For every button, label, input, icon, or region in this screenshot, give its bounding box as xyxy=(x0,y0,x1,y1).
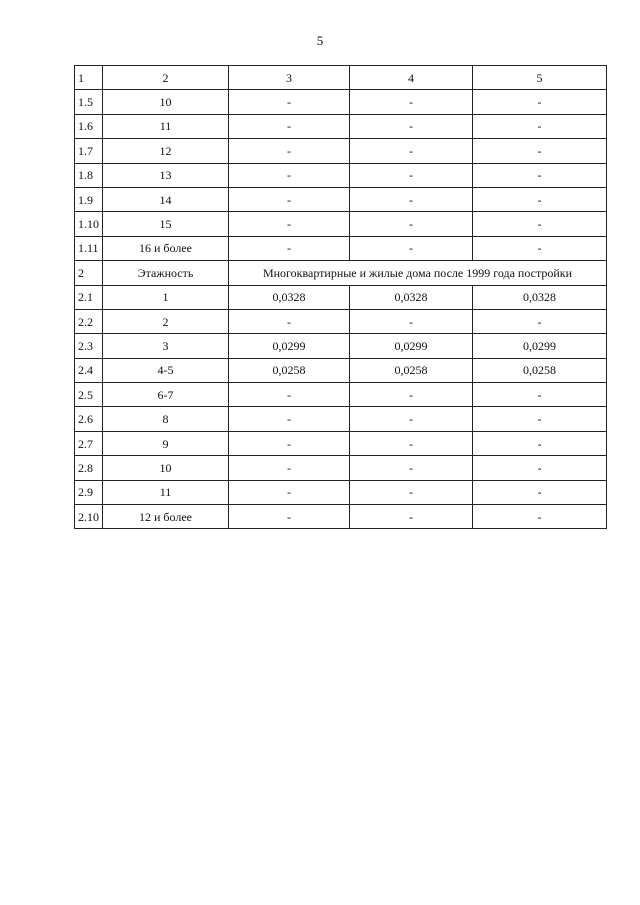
table-cell: - xyxy=(473,236,607,260)
table-cell: - xyxy=(473,139,607,163)
table-cell: - xyxy=(350,163,473,187)
table-row xyxy=(75,285,607,309)
table-cell: - xyxy=(473,212,607,236)
table-cell: - xyxy=(473,309,607,333)
column-number-4: 4 xyxy=(350,66,473,90)
table-cell: 15 xyxy=(103,212,229,236)
table-cell: 0,0258 xyxy=(229,358,350,382)
table-cell: - xyxy=(229,212,350,236)
table-row xyxy=(75,383,607,407)
table-cell: - xyxy=(350,139,473,163)
table-cell: - xyxy=(473,480,607,504)
table-cell: - xyxy=(229,505,350,529)
table-cell: - xyxy=(350,505,473,529)
table-cell: 8 xyxy=(103,407,229,431)
table-cell: 6-7 xyxy=(103,383,229,407)
row-number-cell: 1.8 xyxy=(75,163,103,187)
table-cell: 0,0299 xyxy=(350,334,473,358)
table-cell: 1 xyxy=(103,285,229,309)
table-row xyxy=(75,114,607,138)
table-cell: - xyxy=(473,114,607,138)
table-row xyxy=(75,334,607,358)
table-cell: - xyxy=(473,407,607,431)
table-cell: 0,0299 xyxy=(229,334,350,358)
table-cell: 0,0328 xyxy=(473,285,607,309)
table-cell: - xyxy=(229,139,350,163)
table-cell: - xyxy=(350,480,473,504)
table-row xyxy=(75,358,607,382)
table-cell: 3 xyxy=(103,334,229,358)
table-cell: - xyxy=(350,456,473,480)
table-cell: - xyxy=(350,431,473,455)
section-2-header-row xyxy=(75,261,607,285)
row-number-cell: 1.10 xyxy=(75,212,103,236)
table-cell: 9 xyxy=(103,431,229,455)
table-row xyxy=(75,236,607,260)
table-cell: 14 xyxy=(103,187,229,211)
row-number-cell: 2.8 xyxy=(75,456,103,480)
table-cell: - xyxy=(350,187,473,211)
row-number-cell: 1.6 xyxy=(75,114,103,138)
table-cell: 11 xyxy=(103,480,229,504)
row-number-cell: 2.1 xyxy=(75,285,103,309)
table-cell: 10 xyxy=(103,456,229,480)
table-cell: - xyxy=(350,383,473,407)
row-number-cell: 2.7 xyxy=(75,431,103,455)
column-number-5: 5 xyxy=(473,66,607,90)
table-cell: - xyxy=(350,309,473,333)
table-cell: - xyxy=(229,309,350,333)
table-cell: - xyxy=(229,456,350,480)
column-number-3: 3 xyxy=(229,66,350,90)
table-row xyxy=(75,505,607,529)
section-label: Этажность xyxy=(103,261,229,285)
table-cell: 12 и более xyxy=(103,505,229,529)
column-number-2: 2 xyxy=(103,66,229,90)
page-number: 5 xyxy=(316,33,324,48)
table-row xyxy=(75,309,607,333)
table-cell: - xyxy=(229,407,350,431)
row-number-cell: 2.3 xyxy=(75,334,103,358)
row-number-cell: 1.9 xyxy=(75,187,103,211)
row-number-cell: 1.5 xyxy=(75,90,103,114)
table-cell: 0,0299 xyxy=(473,334,607,358)
row-number-cell: 2.6 xyxy=(75,407,103,431)
table-body xyxy=(75,66,607,529)
table-cell: 2 xyxy=(103,309,229,333)
row-number-cell: 1.7 xyxy=(75,139,103,163)
table-cell: - xyxy=(350,114,473,138)
table-cell: 11 xyxy=(103,114,229,138)
section-title: Многоквартирные и жилые дома после 1999 года постройки xyxy=(229,261,607,285)
table-row xyxy=(75,407,607,431)
table-cell: - xyxy=(229,236,350,260)
table-row xyxy=(75,212,607,236)
table-cell: - xyxy=(473,383,607,407)
table-cell: - xyxy=(229,480,350,504)
table-cell: - xyxy=(473,187,607,211)
table-row xyxy=(75,456,607,480)
table-cell: - xyxy=(229,187,350,211)
row-number-cell: 2.10 xyxy=(75,505,103,529)
section-number: 2 xyxy=(75,261,103,285)
table-cell: - xyxy=(473,505,607,529)
row-number-cell: 2.2 xyxy=(75,309,103,333)
table-cell: - xyxy=(229,383,350,407)
table-cell: 0,0328 xyxy=(229,285,350,309)
table-row xyxy=(75,431,607,455)
table-cell: 16 и более xyxy=(103,236,229,260)
table-row xyxy=(75,139,607,163)
table-cell: - xyxy=(229,90,350,114)
table-cell: - xyxy=(350,407,473,431)
table-cell: 12 xyxy=(103,139,229,163)
table-row xyxy=(75,163,607,187)
table-cell: 13 xyxy=(103,163,229,187)
table-cell: 0,0328 xyxy=(350,285,473,309)
table-cell: - xyxy=(229,114,350,138)
table-cell: - xyxy=(229,431,350,455)
table-cell: - xyxy=(473,431,607,455)
table-cell: - xyxy=(229,163,350,187)
row-number-cell: 1.11 xyxy=(75,236,103,260)
table-cell: 4-5 xyxy=(103,358,229,382)
table-cell: - xyxy=(350,212,473,236)
table-cell: - xyxy=(350,90,473,114)
tariff-table xyxy=(74,65,607,529)
table-row xyxy=(75,480,607,504)
table-cell: - xyxy=(473,456,607,480)
row-number-cell: 2.5 xyxy=(75,383,103,407)
row-number-cell: 2.9 xyxy=(75,480,103,504)
table-row xyxy=(75,90,607,114)
table-cell: - xyxy=(473,90,607,114)
row-number-cell: 2.4 xyxy=(75,358,103,382)
table-cell: 0,0258 xyxy=(473,358,607,382)
column-number-row xyxy=(75,66,607,90)
table-row xyxy=(75,187,607,211)
table-cell: 0,0258 xyxy=(350,358,473,382)
table-cell: 10 xyxy=(103,90,229,114)
column-number-1: 1 xyxy=(75,66,103,90)
table-cell: - xyxy=(350,236,473,260)
table-cell: - xyxy=(473,163,607,187)
